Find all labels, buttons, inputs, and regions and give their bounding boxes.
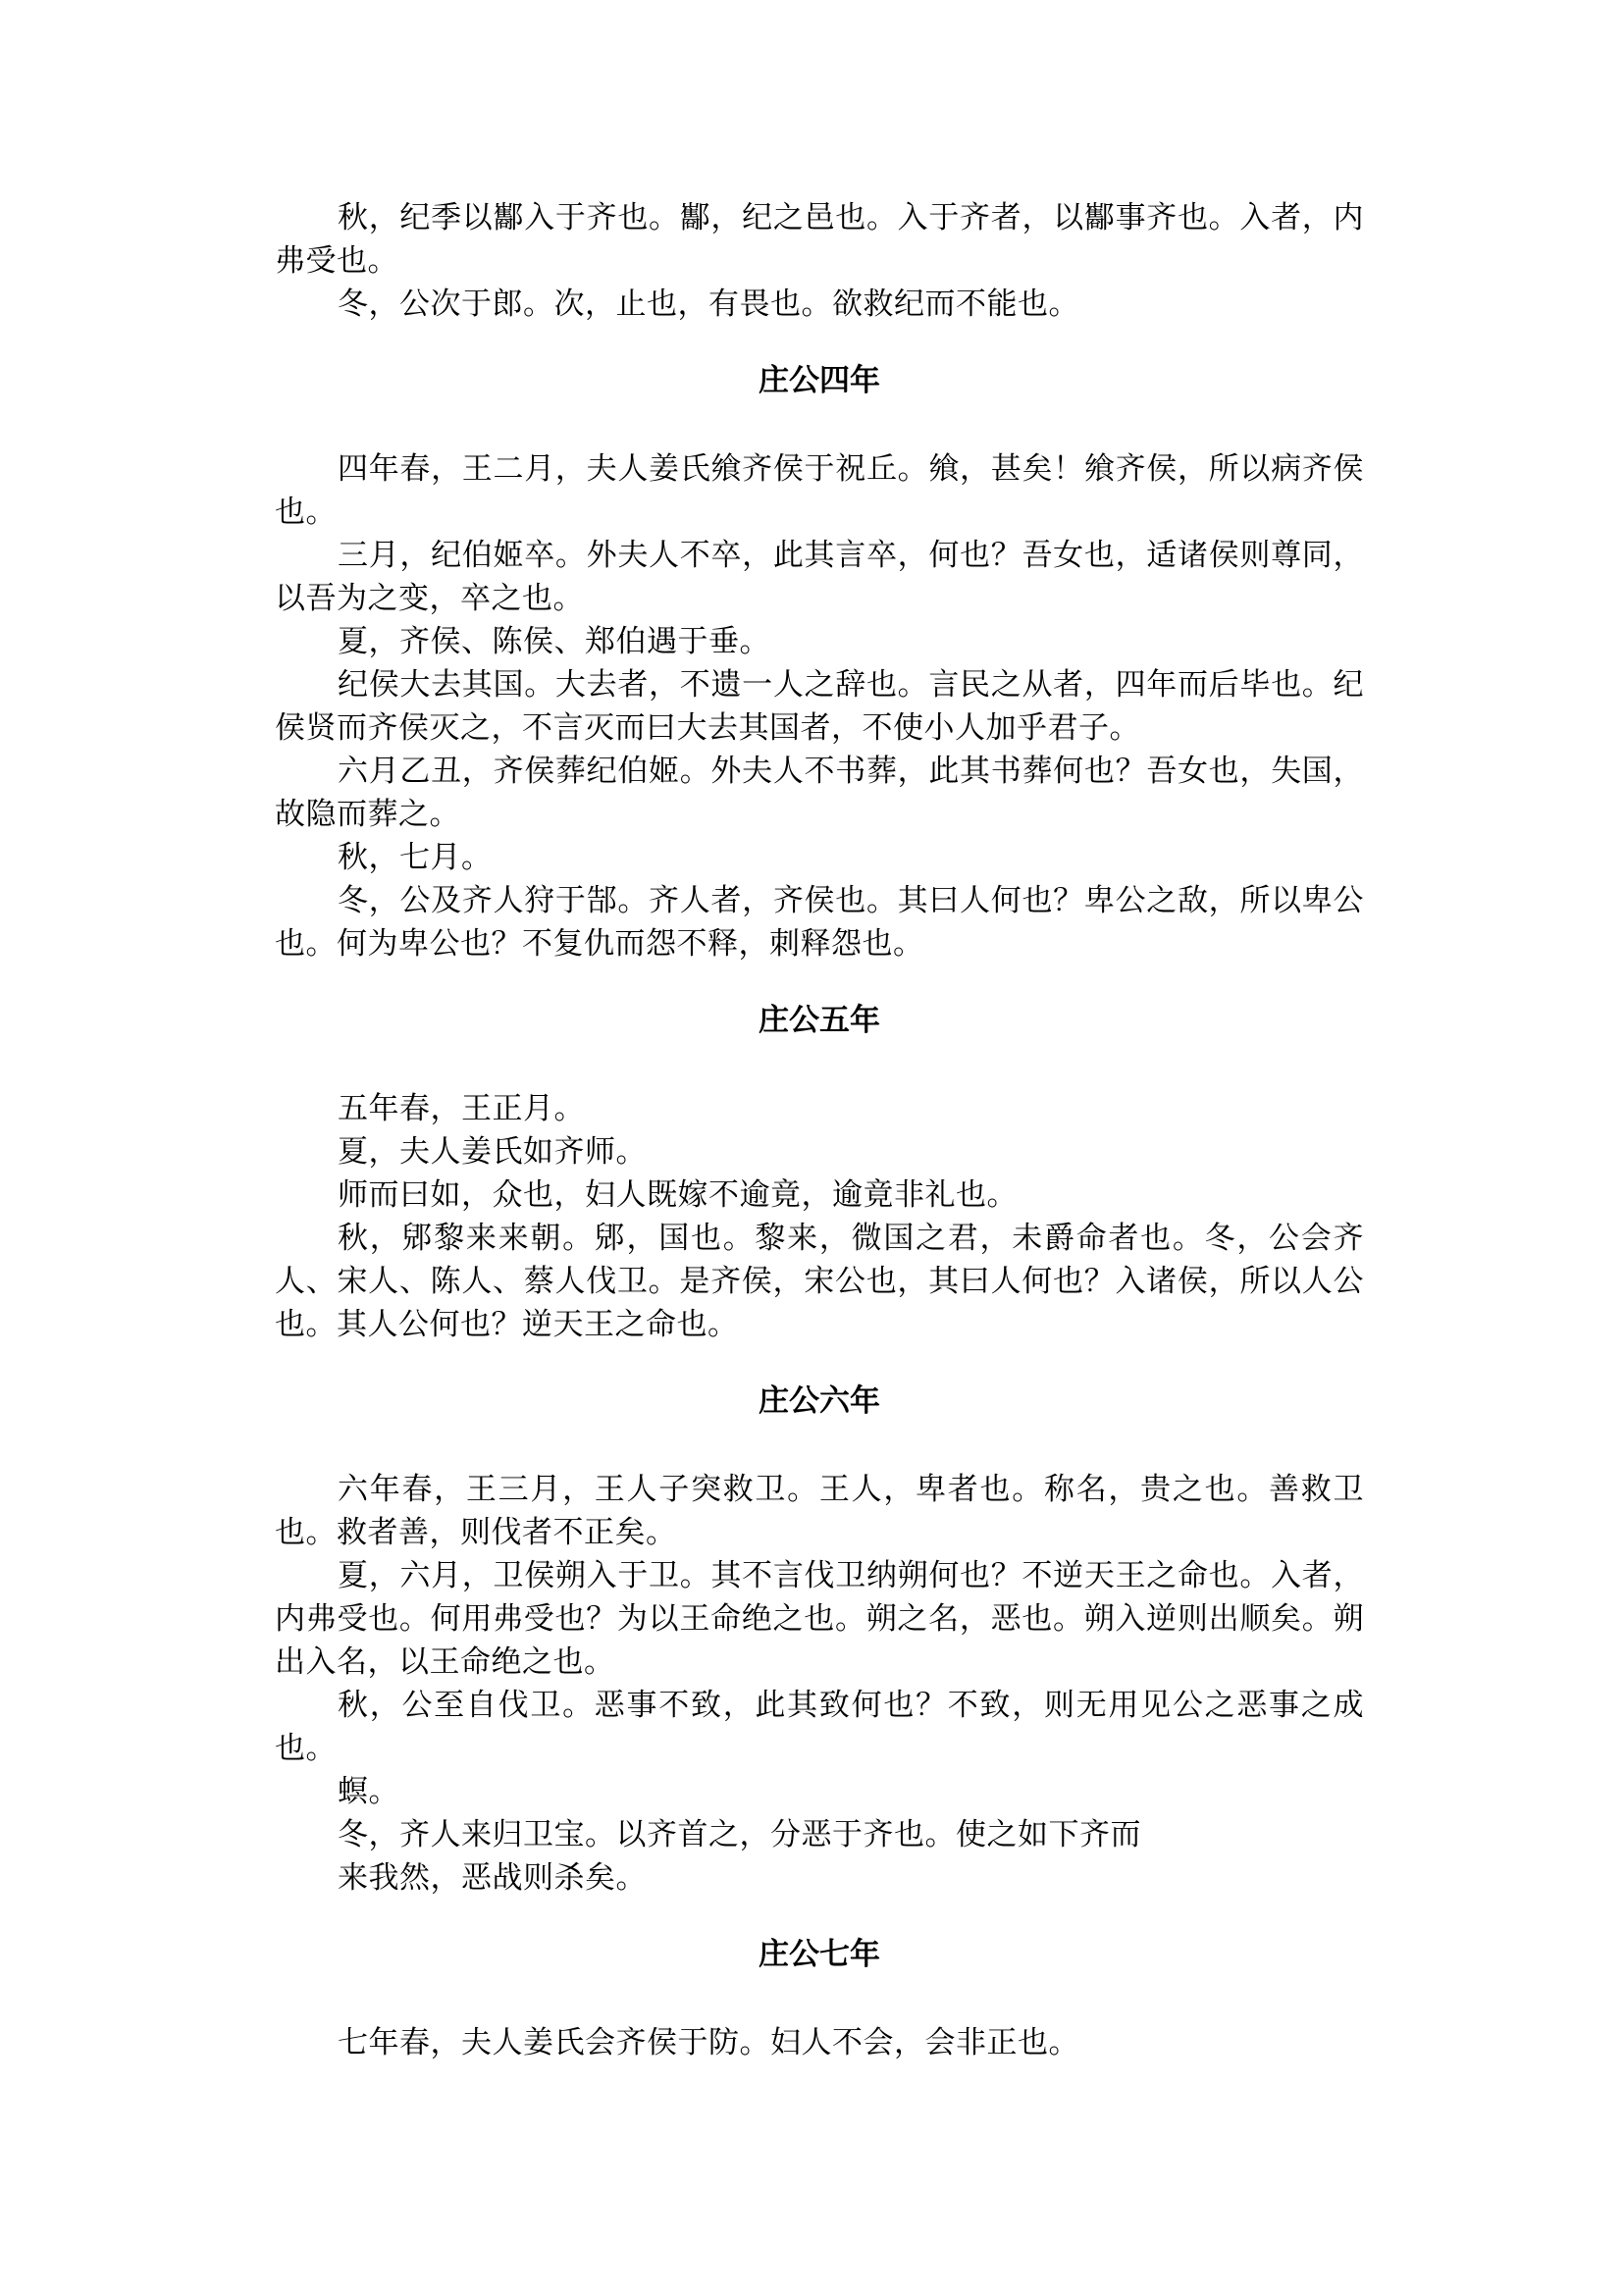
- paragraph: 秋，郳黎来来朝。郳，国也。黎来，微国之君，未爵命者也。冬，公会齐人、宋人、陈人、蔡人伐卫。是齐侯，宋公也，其曰人何也？入诸侯，所以人公也。其人公何也？逆天王之命也。: [275, 1221, 1364, 1342]
- section-heading: 庄公六年: [759, 1383, 880, 1419]
- section-intro: [275, 196, 1364, 326]
- document-page: [275, 196, 1364, 2064]
- paragraph: 三月，纪伯姬卒。外夫人不卒，此其言卒，何也？吾女也，适诸侯则尊同，以吾为之变，卒之也。: [275, 538, 1364, 616]
- section-year7: [275, 1933, 1364, 2064]
- section-year5: [275, 999, 1364, 1346]
- paragraph: 师而曰如，众也，妇人既嫁不逾竟，逾竟非礼也。: [338, 1177, 1018, 1213]
- paragraph: 四年春，王二月，夫人姜氏飨齐侯于祝丘。飨，甚矣！飨齐侯，所以病齐侯也。: [275, 451, 1364, 530]
- paragraph: 纪侯大去其国。大去者，不遗一人之辞也。言民之从者，四年而后毕也。纪侯贤而齐侯灭之，不言灭而曰大去其国者，不使小人加乎君子。: [275, 667, 1364, 746]
- paragraph: 秋，公至自伐卫。恶事不致，此其致何也？不致，则无用见公之恶事之成也。: [275, 1688, 1364, 1766]
- paragraph: 五年春，王正月。: [338, 1091, 585, 1126]
- paragraph: 秋，七月。: [338, 840, 493, 875]
- paragraph: 夏，齐侯、陈侯、郑伯遇于垂。: [338, 624, 770, 659]
- paragraph: 七年春，夫人姜氏会齐侯于防。妇人不会，会非正也。: [338, 2025, 1079, 2060]
- paragraph: 冬，公次于郎。次，止也，有畏也。欲救纪而不能也。: [338, 287, 1079, 322]
- section-year6: [275, 1380, 1364, 1900]
- paragraph: 冬，齐人来归卫宝。以齐首之，分恶于齐也。使之如下齐而: [338, 1817, 1141, 1852]
- section-heading: 庄公四年: [759, 363, 880, 398]
- section-heading: 庄公五年: [759, 1003, 880, 1038]
- paragraph: 来我然，恶战则杀矣。: [338, 1860, 647, 1896]
- section-heading: 庄公七年: [759, 1937, 880, 1972]
- paragraph: 螟。: [338, 1774, 399, 1809]
- paragraph: 夏，六月，卫侯朔入于卫。其不言伐卫纳朔何也？不逆天王之命也。入者，内弗受也。何用弗受也？为以王命绝之也。朔之名，恶也。朔入逆则出顺矣。朔出入名，以王命绝之也。: [275, 1558, 1364, 1680]
- paragraph: 夏，夫人姜氏如齐师。: [338, 1134, 647, 1170]
- paragraph: 六年春，王三月，王人子突救卫。王人，卑者也。称名，贵之也。善救卫也。救者善，则伐者不正矣。: [275, 1472, 1364, 1550]
- paragraph: 六月乙丑，齐侯葬纪伯姬。外夫人不书葬，此其书葬何也？吾女也，失国，故隐而葬之。: [275, 754, 1364, 832]
- paragraph: 冬，公及齐人狩于郜。齐人者，齐侯也。其曰人何也？卑公之敌，所以卑公也。何为卑公也？不复仇而怨不释，刺释怨也。: [275, 883, 1364, 962]
- paragraph: 秋，纪季以酅入于齐也。酅，纪之邑也。入于齐者，以酅事齐也。入者，内弗受也。: [275, 200, 1364, 279]
- section-year4: [275, 359, 1364, 965]
